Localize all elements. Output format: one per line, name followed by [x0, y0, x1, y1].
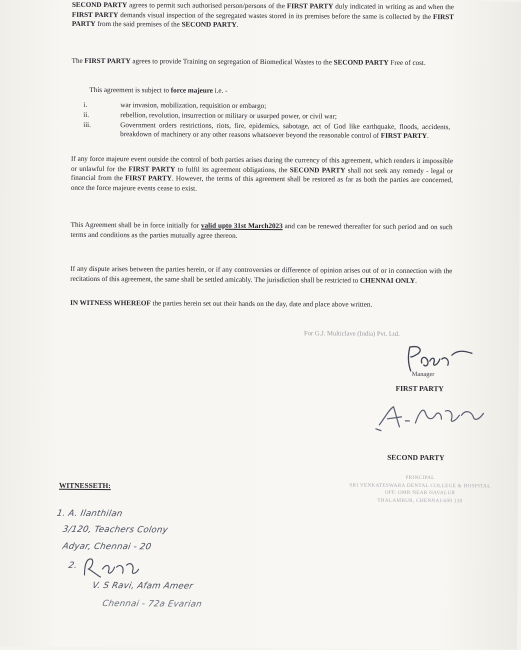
- list-item: i. war invasion, mobilization, requisition or embargo;: [83, 100, 267, 111]
- paragraph-jurisdiction: If any dispute arises between the parties herein, or if any controversies or difference of opinion arises out of or in connection with the recitations of this agreement, the same shall be settled amicably. The jurisdiction shall be restricted to CHENNAI ONLY.: [70, 264, 453, 285]
- witnesseth-heading: WITNESSETH:: [59, 480, 111, 491]
- principal-stamp: PRINCIPAL SRI VENKATESWARA DENTAL COLLEGE & HOSPITAL OFF. OMR NEAR NAVALUR THALAMBUR, CHENNAI-600 130: [349, 474, 491, 505]
- list-item: iii. Government orders restrictions, riots, fire, epidemics, sabotage, act of God like earthquake, floods, accidents, breakdown of machinery or any other reasons whatsoever beyond the reasonable control of FIRST PARTY.: [83, 120, 451, 141]
- witness-2-name: V. S Ravi, Afam Ameer: [91, 580, 194, 592]
- witness-1-address-line1: 3/120, Teachers Colony: [61, 524, 169, 536]
- paragraph-force-majeure: This agreement is subject to force majeure i.e. -: [89, 85, 228, 95]
- witness-1-address-line2: Adyar, Chennai - 20: [61, 541, 153, 553]
- witness-2-number: 2.: [67, 560, 79, 571]
- paragraph-force-majeure-event: If any force majeure event outside the control of both parties arises during the currency of this agreement, which renders it impossible or unlawful for the FIRST PARTY to fulfil its agreement obligations, the SECOND PARTY shall not seek any remedy - legal or financial from the FIRST PARTY. However, the terms of this agreement shall be restored as far as both the parties are concerned, once the force majeure events cease to exist.: [70, 154, 454, 193]
- list-item: ii. rebellion, revolution, insurrection or military or usurped power, or civil war;: [83, 110, 337, 121]
- first-party-label: FIRST PARTY: [395, 383, 444, 394]
- second-party-signature: [375, 399, 485, 436]
- paragraph-training: The FIRST PARTY agrees to provide Training on segregation of Biomedical Wastes to the SECOND PARTY Free of cost.: [71, 56, 426, 68]
- paragraph-inspection: SECOND PARTY agrees to permit such authorised person/persons of the FIRST PARTY duly indicated in writing as and when the FIRST PARTY demands visual inspection of the segregated wastes stored in its premises before the same is collected by the FIRST PARTY from the said premises of the SECOND PARTY.: [71, 0, 454, 30]
- second-party-label: SECOND PARTY: [387, 452, 445, 463]
- witness-2-signature: [80, 555, 140, 581]
- paragraph-validity: This Agreement shall be in force initially for valid upto 31st March2023 and can be renewed thereafter for such period and on such terms and conditions as the parties mutually agree thereon.: [70, 220, 453, 240]
- manager-label: Manager: [411, 370, 435, 379]
- paragraph-witness-whereof: IN WITNESS WHEREOF the parties herein set out their hands on the day, date and place above written.: [70, 298, 373, 309]
- witness-2-address: Chennai - 72a Evarian: [101, 599, 203, 610]
- witness-1-name: 1. A. Ilanthilan: [55, 508, 124, 520]
- company-stamp-text: For G.J. Multiclave (India) Pvt. Ltd.: [303, 330, 400, 338]
